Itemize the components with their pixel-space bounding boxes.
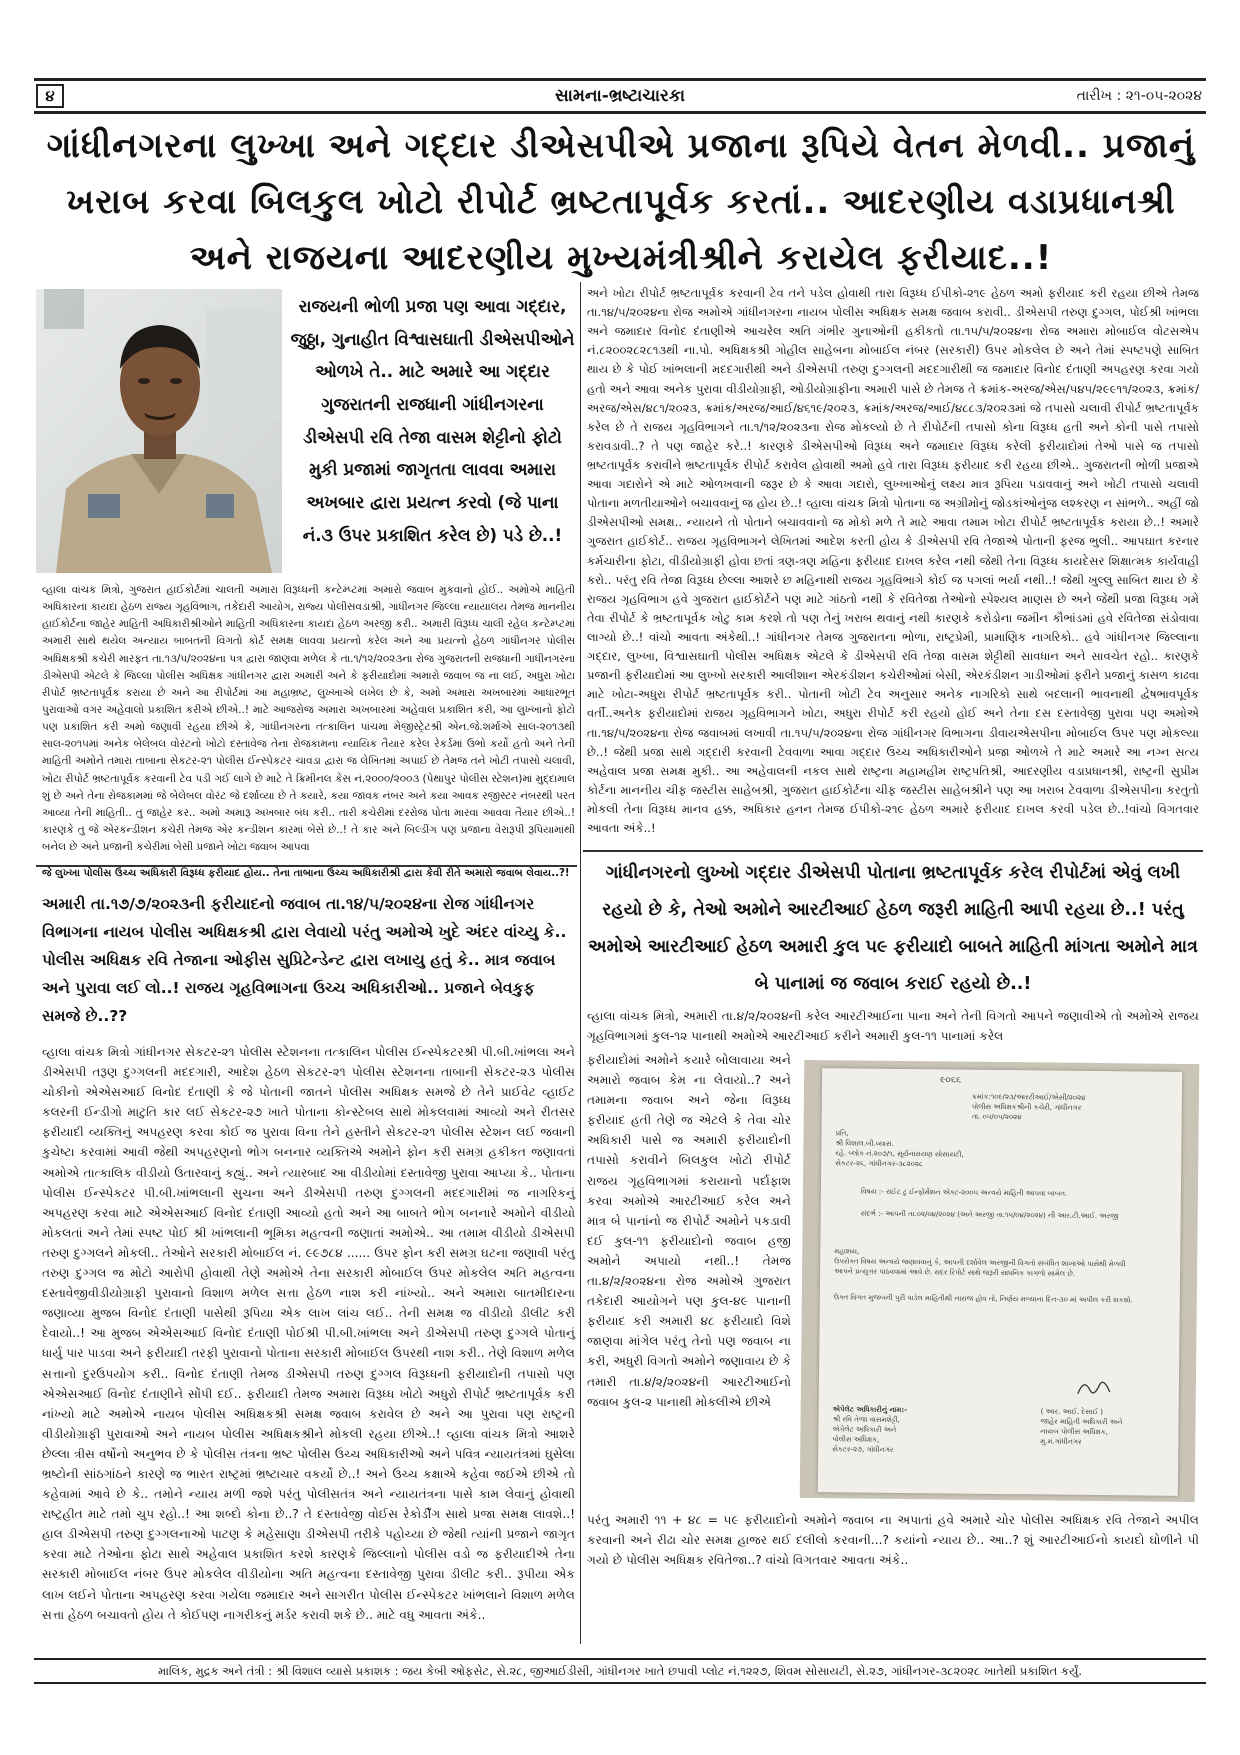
- headline-line-3: અને રાજયના આદરણીય મુખ્યમંત્રીશ્રીને કરાયેલ ફરીયાદ..!: [189, 238, 1053, 278]
- appellate-line: એપેલેટ અધિકારી અને: [832, 1425, 897, 1434]
- officer-photo: [36, 289, 282, 573]
- letter-body-line: આપને પ્રત્યુત્તર પાઠવવામાં આવે છે. સદર રિપોર્ટ સાથે જરૂરી સાધનિક કાગળો સામેલ છે.: [834, 1267, 1076, 1278]
- letter-body-line: ઉક્ત વિગત મુજબની પુરી પાડેલ માહિતીથી નારાજ હોવ તો, નિર્ણય મળ્યાના દિન-૩૦ માં અપીલ કરી શકશો.: [833, 1293, 1133, 1305]
- letter-header: [972, 1092, 1172, 1124]
- recipient-line: પ્રતિ,: [835, 1129, 849, 1138]
- publication-name: સામના-ભ્રષ્ટાચારકા: [555, 86, 685, 106]
- sub-heading-big: અમારી તા.૧૭/૭/૨૦૨૩ની ફરીયાદનો જવાબ તા.૧૪/૫/૨૦૨૪ના રોજ ગાંધીનગર વિભાગના નાયબ પોલીસ અધિક્ષકશ્રી દ્વારા લેવાયો પરંતુ અમોએ ખુદે અંદર વાંચ્યુ કે.. પોલીસ અધિક્ષક રવિ તેજાના ઓફીસ સુપ્રિટેન્ડેન્ટ દ્વારા લખાયુ હતું કે.. માત્ર જવાબ અને પુરાવા લઈ લો..! રાજય ગૃહવિભાગના ઉચ્ચ અધિકારીઓ.. પ્રજાને બેવકુફ સમજે છે..??: [42, 895, 567, 1025]
- column-divider: [580, 282, 581, 1644]
- officer-line: મુ.મ.ગાંધીનગર: [1040, 1437, 1082, 1446]
- letter-recipient: [835, 1128, 1035, 1170]
- letter-date: તા. ૦૫/૦૫/૨૦૨૪: [971, 1112, 1022, 1122]
- letter-body: [834, 1246, 1165, 1305]
- letter-reference: સંદર્ભ :- આપની તા.૦૨/૦૪/૨૦૨૪ (અને અરજી તા.૧૫/૦૪/૨૦૨૪) ની આર.ટી.આઈ. અરજી: [860, 1209, 1119, 1221]
- appellate-label: એપેલેટ અધિકારીનું નામ:-: [832, 1405, 908, 1415]
- rti-conclusion: પરંતુ અમારી ૧૧ + ૪૮ = ૫૯ ફરીયાદોનો અમોને જવાબ ના અપાતાં હવે અમારે ચોર પોલીસ અધિક્ષક રવિ તેજાને અપીલ કરવાની અને રીઢા ચોર સમક્ષ હાજર થઈ દલીલો કરવાની...? કયાંનો ન્યાય છે.. આ..? શું આરટીઆઈનો કાયદો ઘોળીને પી ગયો છે પોલીસ અધિક્ષક રવિતેજા..? વાંચો વિગતવાર આવતા અંકે..: [587, 1513, 1199, 1568]
- sub-heading-small: જે લુખ્ખા પોલીસ ઉચ્ચ અધિકારી વિરૂધ્ધ ફરીયાદ હોય.. તેના તાબાના ઉચ્ચ અધિકારીશ્રી દ્વારા કેવી રીતે અમારો જવાબ લેવાય..?!: [42, 868, 570, 879]
- page-number: ૪: [36, 84, 64, 108]
- signature-mark: [1074, 1376, 1114, 1400]
- rti-reply-letter: [818, 1068, 1182, 1496]
- rti-narrow-column: ફરીયાદોમાં અમોને કયારે બોલાવાયા અને અમારો જવાબ કેમ ના લેવાયો..? અને તમામના જવાબ અને જેના વિરૂધ્ધ ફરીયાદ હતી તેણે જ એટલે કે તેવા ચોર અધિકારી પાસે જ અમારી ફરીયાદોની તપાસો કરાવીને બિલકુલ ખોટો રીપોર્ટ રાજય ગૃહવિભાગમાં કરાયાનો પર્દાફાશ કરવા અમોએ આરટીઆઈ કરેલ અને માત્ર બે પાનાંનો જ રીપોર્ટ અમોને પકડાવી દઈ કુલ-૧૧ ફરીયાદોનો જવાબ હજી અમોને અપાયો નથી..! તેમજ તા.૪/૨/૨૦૨૪ના રોજ અમોએ ગુજરાત તકેદારી આયોગને પણ કુલ-૪૯ પાનાની ફરીયાદ કરી અમારી ૪૮ ફરીયાદો વિશે જાણવા માંગેલ પરંતુ તેનો પણ જવાબ ના કરી, અધુરી વિગતો અમોને જણાવાય છે કે તમારી તા.૪/૨/૨૦૨૪ની આરટીઆઈનો જવાબ કુલ-૨ પાનાથી મોકલીએ છીએ: [587, 1053, 791, 1409]
- stamp-mark: ૯૦૬૬: [940, 1075, 961, 1086]
- article-column-1-part-2: વ્હાલા વાંચક મિત્રો ગાંધીનગર સેકટર-૨૧ પોલીસ સ્ટેશનના તત્કાલિન પોલીસ ઈન્સ્પેકટરશ્રી પી.બી.ખાંભલા અને ડીએસપી તરૂણ દુગ્ગલની મદદગારી, આદેશ હેઠળ સેકટર-૨૧ પોલીસ સ્ટેશનના તાબાની સેકટર-૨૩ પોલીસ ચોકીનો એએસઆઈ વિનોદ દંતાણી કે જે પોતાની જાતને પોલીસ અધિક્ષક સમજે છે તેને પ્રાઈવેટ વ્હાઈટ કલરની ઈન્ડીગો માટુતિ કાર લઈ સેકટર-૨૭ ખાતે પોતાના કોન્સ્ટેબલ સાથે મોકલવામાં આવ્યો અને રીતસર ફરીયાદી વ્યક્તિનું અપહરણ કરવા કોઈ જ પુરાવા વિના તેને હસ્તીને સેકટર-૨૧ પોલીસ સ્ટેશન લઈ જવાની કુચેષ્ટા કરવામાં આવી જેથી અપહરણનો ભોગ બનનાર વ્યક્તિએ અમોને ફોન કરી સમગ્ર હકીકત જણાવતાં અમોએ તાત્કાલિક વીડીયો ઉતારવાનું કહ્યું.. અને ત્યારબાદ આ વીડીયોમાં દસ્તાવેજી પુરાવા આપ્યા કે.. પોતાના પોલીસ ઈન્સ્પેકટર પી.બી.ખાંભલાની સુચના અને ડીએસપી તરુણ દુગ્ગલની મદદગારીમાં જ નાગરિકનું અપહરણ કરવા માટે એએસઆઈ વિનોદ દંતાણી આવ્યો હતો અને આ બાબતે ભોગ બનનારે અમોને વીડીયો મોકલતાં અને તેમાં સ્પષ્ટ પોઈ શ્રી ખાંભલાની ભૂમિકા મહત્વની જણાતાં અમોએ.. આ તમામ વીડીયો ડીએસપી તરુણ દુગ્ગલને મોકલી.. તેઓને સરકારી મોબાઈલ નં. ૯૯૭૮૪ ...... ઉપર ફોન કરી સમગ્ર ઘટના જણાવી પરંતુ તરુણ દુગ્ગલ જ મોટો આરોપી હોવાથી તેણે અમોએ તેના સરકારી મોબાઈલ ઉપર મોકલેલ અતિ મહત્વના દસ્તાવેજીવીડીયોગ્રાફી પુરાવાનો વિશાળ મળેલ સત્તા હેઠળ નાશ કરી નાંખ્યો.. અને અમારા બાતમીદારના જણાવ્યા મુજબ વિનોદ દંતાણી પાસેથી રૂપિયા એક લાખ લાંચ લઈ.. તેની સમક્ષ જ વીડીયો ડીલીટ કરી દેવાયો..! આ મુજબ એએસઆઈ વિનોદ દંતાણી પોઈશ્રી પી.બી.ખાંભલા અને ડીએસપી તરુણ દુગ્ગલે પોતાનું ધાર્યુ પાર પાડવા અને ફરીયાદી તરફી પુરાવાનો પોતાના સરકારી મોબાઈલ ઉપરથી નાશ કરી.. તેણે વિશાળ મળેલ સત્તાનો દુરઉપયોગ કરી.. વિનોદ દંતાણી તેમજ ડીએસપી તરુણ દુગ્ગલ વિરૂધ્ધની ફરીયાદોની તપાસો પણ એએસઆઈ વિનોદ દંતાણીને સોંપી દઈ.. ફરીયાદી તેમજ અમારા વિરૂધ્ધ ખોટો અધુરો રીપોર્ટ ભ્રષ્ટતાપૂર્વક કરી નાંખ્યો માટે અમોએ નાયબ પોલીસ અધિક્ષકશ્રી સમક્ષ જવાબ કરાવેલ છે અને આ પુરાવા પણ રાષ્ટ્રની વીડીયોગ્રાફી પુરાવાઓ અને નાયબ પોલીસ અધિક્ષકશ્રીને મોકલી રહયા છીએ..! વ્હાલા વાંચક મિત્રો આશરે છેલ્લા ત્રીસ વર્ષોનો અનુભવ છે કે પોલીસ તંત્રના ભ્રષ્ટ પોલીસ ઉચ્ચ અધિકારીઓ અને પવિત્ર ન્યાયતંત્રમાં ઘુસેલા ભ્રષ્ટોની સાંઠગાંઠને કારણે જ ભારત રાષ્ટ્રમાં ભ્રષ્ટાચાર વકર્યો છે..! અને ઉચ્ચ કક્ષાએ કહેવા જઈએ છીએ તો કહેવામાં આવે છે કે.. તમોને ન્યાય મળી જશે પરંતુ પોલીસતંત્ર અને ન્યાયતંત્રના પાસે કામ લેવાનું હોવાથી રાષ્ટ્રહીત માટે તમો ચુપ રહો..! આ શબ્દો કોના છે..? તે દસ્તાવેજી વોઈસ રેકોર્ડીંગ સાથે પ્રજા સમક્ષ લાવશે..! હાલ ડીએસપી તરુણ દુગ્ગલનાઓ પાટણ કે મહેસાણા ડીએસપી તરીકે પહોચ્યા છે જેથી ત્યાંની પ્રજાને જાગૃત કરવા માટે તેઓના ફોટા સાથે અહેવાલ પ્રકાશિત કરશે કારણકે જિલ્લાનો પોલીસ વડો જ ફરીયાદીએ તેના સરકારી મોબાઈલ નંબર ઉપર મોકલેલ વીડીયોના અતિ મહત્વના દસ્તાવેજી પુરાવા ડીલીટ કરી.. રૂપીયા એક લાખ લઈને પોતાના અપહરણ કરવા ગયેલા જમાદાર અને સાગરીત પોલીસ ઈન્સ્પેકટર ખાંભલાને વિશાળ મળેલ સત્તા હેઠળ બચાવતો હોય તે કોઈપણ નાગરીકનું મર્ડર કરાવી શકે છે.. માટે વધુ આવતા અંકે..: [42, 1045, 575, 1622]
- section-divider-right: [583, 850, 1203, 852]
- recipient-line: રહે. બ્લોક નં.૨૦૭/૧, સૂર્યનારાયણ સોસાયટી,: [835, 1149, 964, 1159]
- letter-body-line: ઉપરોક્ત વિષય અન્વયે જણાવવાનું કે, આપની દર્શાવેલ અરજીની વિગતો સંબંધિત શાખાઓ પાસેથી મેળવી: [834, 1257, 1126, 1269]
- letter-subject: વિષય :- રાઈટ ટુ ઈન્ફોર્મેશન એક્ટ-૨૦૦૫ અન્વયે માહિતી આપવા બાબત.: [860, 1187, 1068, 1198]
- headline-line-1: ગાંધીનગરના લુખ્ખા અને ગદ્દાર ડીએસપીએ પ્રજાના રૂપિયે વેતન મેળવી.. પ્રજાનું: [46, 126, 1196, 166]
- letter-body-line: મહાશય,: [834, 1247, 860, 1256]
- imprint-footer: માલિક, મુદ્રક અને તંત્રી : શ્રી વિશાલ વ્યાસે પ્રકાશક : જય કેબી ઓફસેટ, સે.૨૮, જીઆઈડીસી, ગાંધીનગર ખાતે છપાવી પ્લોટ નં.૧૨૨૭, શિવમ સોસાયટી, સે.૨૭, ગાંધીનગર-૩૮૨૦૨૮ ખાતેથી પ્રકાશિત કર્યું.: [34, 1658, 1206, 1684]
- letter-office: પોલીસ અધિક્ષકશ્રીની કચેરી, ગાંધીનગર: [971, 1102, 1082, 1112]
- recipient-line: શ્રી વિશાલ.બી.વ્યાસ.: [835, 1139, 894, 1148]
- issue-date: તારીખ : ૨૧-૦૫-૨૦૨૪: [1076, 88, 1202, 104]
- main-headline: [36, 118, 1206, 286]
- rti-intro: વ્હાલા વાંચક મિત્રો, અમારી તા.૪/૨/૨૦૨૪ની કરેલ આરટીઆઈના પાના અને તેની વિગતો આપને જણાવીએ તો અમોએ રાજય ગૃહવિભાગમાં કુલ-૧૨ પાનાથી અમોએ આરટીઆઈ કરીને અમારી કુલ-૧૧ પાનામાં કરેલ: [587, 1009, 1199, 1044]
- officer-line: જાહેર માહિતી અધિકારી અને: [1040, 1417, 1123, 1427]
- appellate-line: સેકટર-૨૭, ગાંધીનગર: [832, 1445, 894, 1454]
- rti-heading: ગાંધીનગરનો લુખ્ખો ગદ્દાર ડીએસપી પોતાના ભ્રષ્ટતાપૂર્વક કરેલ રીપોર્ટમાં એવું લખી રહયો છે કે, તેઓ અમોને આરટીઆઈ હેઠળ જરૂરી માહિતી આપી રહયા છે..! પરંતુ અમોએ આરટીઆઈ હેઠળ અમારી કુલ ૫૯ ફરીયાદો બાબતે માહિતી માંગતા અમોને માત્ર બે પાનામાં જ જવાબ કરાઈ રહયો છે..!: [588, 863, 1198, 994]
- issuing-officer-block: [1040, 1406, 1170, 1447]
- letter-number: ક્રમાંક:૧૦૯/૨૩/આરટીઆઈ/એસી/૨૦૨૪: [971, 1092, 1086, 1102]
- section-divider: [36, 865, 577, 867]
- appellate-line: પોલીસ અધિક્ષક,: [832, 1435, 880, 1444]
- article-column-2: અને ખોટા રીપોર્ટ ભ્રષ્ટતાપૂર્વક કરવાની ટેવ તને પડેલ હોવાથી તારા વિરૂધ્ધ ઈપીકો-૨૧૯ હેઠળ અમો ફરીયાદ કરી રહયા છીએ તેમજ તા.૧૪/૫/૨૦૨૪ના રોજ અમોએ ગાંધીનગરના નાયબ પોલીસ અધિક્ષક સમક્ષ જવાબ કરાવી.. ડીએસપી તરુણ દુગ્ગલ, પોઈશ્રી ખાંભલા અને જમાદાર વિનોદ દંતાણીએ આચરેલ અતિ ગંભીર ગુનાઓની હકીકતો તા.૧૫/૫/૨૦૨૪ના રોજ અમારા મોબાઈલ વોટસએપ નં.૮૨૦૦૨૮૨૮૧૩થી ના.પો. અધિક્ષકશ્રી ગોહીલ સાહેબના મોબાઈલ નંબર (સરકારી) ઉપર મોકલેલ છે અને તેમાં સ્પષ્ટપણે સાબિત થાય છે કે પોઈ ખાંભલાની મદદગારીથી અને ડીએસપી તરુણ દુગ્ગલની મદદગારીથી જ જમાદાર વિનોદ દંતાણી અપહરણ કરવા ગયો હતો અને આવા અનેક પુરાવા વીડીયોગ્રાફી, ઓડીયોગ્રાફીના અમારી પાસે છે તેમજ તે ક્રમાંક-અરજ/એસ/૫૪૫/૨૯૯૧૧/૨૦૨૩, ક્રમાંક/અરજ/એસ/૪૮૧/૨૦૨૩, ક્રમાંક/અરજ/આઈ/૪૬૧૯/૨૦૨૩, ક્રમાંક/અરજ/આઈ/૪૮૮૩/૨૦૨૩માં જે તપાસો ચલાવી રીપોર્ટ ભ્રષ્ટતાપૂર્વક કરેલ છે તે રાજય ગૃહવિભાગને તા.૧/૧૨/૨૦૨૩ના રોજ મોકલ્યો છે તે રીપોર્ટની તપાસો કોના વિરૂધ્ધ હતી અને કોની પાસે તપાસો કરાવડાવી..? તે પણ જાહેર કરે..! કારણકે ડીએસપીઓ વિરૂધ્ધ અને જમાદાર વિરૂધ્ધ કરેલી ફરીયાદોમાં તેઓ પાસે જ તપાસો ભ્રષ્ટતાપૂર્વક કરાવીને ભ્રષ્ટતાપૂર્વક રીપોર્ટ કરાવેલ હોવાથી અમો હવે તારા વિરૂધ્ધ ફરીયાદ કરી રહયા છીએ.. ગુજરાતની ભોળી પ્રજાએ આવા ગદારોને એ માટે ઓળખવાની જરૂર છે કે આવા ગદારો, લુખ્ખાઓનું લક્ષ્ય માત્ર રૂપિયા પડાવવાનું અને ખોટી તપાસો ચલાવી પોતાના મળતીયાઓને બચાવવાનું જ હોય છે..! વ્હાલા વાંચક મિત્રો પોતાના જ અગ્રીમોનું જોડકાંઓનુંજ લશ્કરણ ન સાંભળે.. અહીં જો ડીએસપીઓ સમક્ષ.. ન્યાયને તો પોતાને બચાવવાનો જ મોકો મળે તે માટે આવા તમામ ખોટા રીપોર્ટ ભ્રષ્ટતાપૂર્વક કરાયા છે..! અમારે ગુજરાત હાઈકોર્ટ.. રાજય ગૃહવિભાગને લેખિતમાં આદેશ કરતી હોય કે ડીએસપી રવિ તેજાએ પોતાની ફરજ ભુલી.. આપઘાત કરનાર કર્મચારીના ફોટા, વીડીયોગ્રાફી હોવા છતાં ત્રણ-ત્રણ મહિના ફરીયાદ દાખલ કરેલ નથી જેથી તેના વિરૂધ્ધ કાયદેસર શિક્ષાત્મક કાર્યવાહી કરો.. પરંતુ રવિ તેજા વિરૂધ્ધ છેલ્લા આશરે છ મહિનાથી રાજય ગૃહવિભાગે કોઈ જ પગલાં ભર્યા નથી..! જેથી ખુલ્લુ સાબિત થાય છે કે રાજય ગૃહવિભાગ હવે ગુજરાત હાઈકોર્ટને પણ માટે ગાંઠતો નથી કે રવિતેજા તેઓનો સ્પેશ્યલ માણસ છે અને જેથી પ્રજા વિરૂધ્ધ ગમે તેવા રીપોર્ટ કે ભ્રષ્ટતાપૂર્વક ખોટુ કામ કરશે તો પણ તેનું ખરાબ થવાનું નથી કારણકે કરોડોના જમીન કૌભાંડમાં હવે રવિતેજા સંડોવાવા લાગ્યો છે..! વાંચો આવતા અંકેથી..! ગાંધીનગર તેમજ ગુજરાતના ભોળા, રાષ્ટ્રપ્રેમી, પ્રામાણિક નાગરિકો.. હવે ગાંધીનગર જિલ્લાના ગદ્દાર, લુખ્ખા, વિશ્વાસઘાતી પોલીસ અધિક્ષક એટલે કે ડીએસપી રવિ તેજા વાસમ શેટ્ટીથી સાવધાન અને સાવચેત રહો.. કારણકે પ્રજાની ફરીયાદોમાં આ લુખ્ખો સરકારી આલીશાન એરકંડીશન કચેરીઓમાં બેસી, એરકંડીશન ગાડીઓમાં ફરીને પ્રજાનું કાસળ કાઢવા માટે ખોટા-અધુરા રીપોર્ટ ભ્રષ્ટતાપૂર્વક કરી.. પોતાની ખોટી ટેવ અનુસાર અનેક નાગરિકો સાથે બદલાની ભાવનાથી દ્વેષભાવપૂર્વક વર્તી..અનેક ફરીયાદોમાં રાજય ગૃહવિભાગને ખોટા, અધુરા રીપોર્ટ કરી રહયો હોઈ અને તેના દસ દસ્તાવેજી પુરાવા પણ અમોએ તા.૧૪/૫/૨૦૨૪ના રોજ જવાબમાં લખાવી તા.૧૫/૫/૨૦૨૪ના રોજ ગાંધીનગર વિભાગના ડીવાયએસપીના મોબાઈલ ઉપર પણ મોકલ્યા છે..! જેથી પ્રજા સાથે ગદ્દારી કરવાની ટેવવાળા આવા ગદ્દાર ઉચ્ચ અધિકારીઓને પ્રજા ઓળખે તે માટે અમારે આ નગ્ન સત્ય અહેવાલ પ્રજા સમક્ષ મુકી.. આ અહેવાલની નકલ સાથે રાષ્ટ્રના મહામહીમ રાષ્ટ્રપતિશ્રી, આદરણીય વડાપ્રધાનશ્રી, રાષ્ટ્રની સુપ્રીમ કોર્ટના માનનીય ચીફ જસ્ટીસ સાહેબશ્રી, ગુજરાત હાઈકોર્ટના ચીફ જસ્ટીસ સાહેબશ્રીને પણ આ ખરાબ ટેવવાળા ડીએસપીના કરતુતો મોકલી તેના વિરૂધ્ધ માનવ હક્ક, અધિકાર હનન તેમજ ઈપીકો-૨૧૯ હેઠળ અમારે ફરીયાદ દાખલ કરવી પડેલ છે..!વાંચો વિગતવાર આવતા અંકે..!: [587, 286, 1200, 836]
- article-column-1: વ્હાલા વાંચક મિત્રો, ગુજરાત હાઈકોર્ટમાં ચાલતી અમારા વિરૂધ્ધની કન્ટેમ્પ્ટમાં અમારો જવાબ મુકવાનો હોઈ.. અમોએ માહિતી અધિકારના કાયદા હેઠળ રાજ્ય ગૃહવિભાગ, તકેદારી આયોગ, રાજ્ય પોલીસવડાશ્રી, ગાંધીનગર જિલ્લા ન્યાયાલય તેમજ માનનીય હાઈકોર્ટના જાહેર માહિતી અધિકારીશ્રીઓને માહિતી અધિકારના કાયદા હેઠળ અરજી કરી.. અમારી વિરૂધ્ધ ચાલી રહેલ કન્ટેમ્પ્ટમાં અમારી સાથે થયેલ અન્યાય બાબતની વિગતો કોર્ટ સમક્ષ લાવવા પ્રયત્નો કરેલ અને આ પ્રયત્નો હેઠળ ગાંધીનગર પોલીસ અધિક્ષકશ્રી કચેરી મારફત તા.૧૩/૫/૨૦૨૪ના પત્ર દ્વારા જાણવા મળેલ કે તા.૧/૧૨/૨૦૨૩ના રોજ ગુજરાતની રાજધાની ગાંધીનગરના ડીએસપી એટલે કે જિલ્લા પોલીસ અધિક્ષક ગાંધીનગર દ્વારા અમારી અને કે ફરીયાદોમાં અમારો જવાબ જ ના લઈ, અધુરા ખોટા રીપોર્ટ ભ્રષ્ટતાપૂર્વક કરાયા છે અને આ રીપોર્ટમાં આ મહાભ્રષ્ટ, લુખ્ખાએ લખેલ છે કે, અમો અમારા અખબારમાં આધારભૂત પુરાવાઓ વગર અહેવાલો પ્રકાશિત કરીએ છીએ..! માટે આજરોજ અમારા અખબારમાં અહેવાલ પ્રકાશિત કરી, આ લુખ્ખાનો ફોટો પણ પ્રકાશિત કરી અમો જણાવી રહયા છીએ કે, ગાંધીનગરના તત્કાલિન પાંચમા મેજીસ્ટ્રેટશ્રી એન.જે.શર્માએ સાલ-૨૦૧૩થી સાલ-૨૦૧૫માં અનેક બેલેબલ વોરંટનો ખોટો દસ્તાવેજ તેના રોજકામના ન્યાયિક તૈયાર કરેલ રેકર્ડમાં ઉભો કર્યો હતો અને તેની માહિતી અમોને તમારા તાબાના સેકટર-૨૧ પોલીસ ઈન્સ્પેકટર ચાવડા દ્વારા જ લેખિતમાં અપાઈ છે તેમજ તને ખોટી તપાસો ચલાવી, ખોટા રીપોર્ટ ભ્રષ્ટતાપૂર્વક કરવાની ટેવ પડી ગઈ લાગે છે માટે તે ક્રિમીનલ કેસ નં.૨૦૦૦/૨૦૦૩ (પેથાપુર પોલીસ સ્ટેશન)માં મુદ્દામાલ શું છે અને તેના રોજકામમાં જે બેલેબલ વોરંટ જે દર્શાવ્યા છે તે કયારે, કયા જાવક નંબર અને કયા આવક રજીસ્ટર નંબરથી પરત આવ્યા તેની માહિતી.. તુ જાહેર કર.. અમો અમારૂ અખબાર બંધ કરી.. તારી કચેરીમાં દરરોજ પોતા મારવા આવવા તૈયાર છીએ..! કારણકે તુ જે એરકન્ડીશન કચેરી તેમજ એર કન્ડીશન કારમાં બેસે છે..! તે કાર અને બિલ્ડીંગ પણ પ્રજાના વેરારૂપી રૂપિયામાંથી બનેલ છે અને પ્રજાની કચેરીમાં બેસી પ્રજાને ખોટા જવાબ આપવા: [42, 584, 575, 854]
- headline-line-2: ખરાબ કરવા બિલકુલ ખોટો રીપોર્ટ ભ્રષ્ટતાપૂર્વક કરતાં.. આદરણીય વડાપ્રધાનશ્રી: [66, 182, 1176, 222]
- appellate-line: શ્રી રવિ તેજા વાસમશેટ્ટી,: [832, 1415, 900, 1424]
- recipient-line: સેકટર-૨૬, ગાંધીનગર-૩૮૨૦૨૮: [835, 1159, 923, 1169]
- intro-callout: રાજયની ભોળી પ્રજા પણ આવા ગદ્દાર, જુઠ્ઠા, ગુનાહીત વિશ્વાસઘાતી ડીએસપીઓને ઓળખે તે.. માટે અમારે આ ગદ્દાર ગુજરાતની રાજધાની ગાંધીનગરના ડીએસપી રવિ તેજા વાસમ શેટ્ટીનો ફોટો મુકી પ્રજામાં જાગૃતતા લાવવા અમારા અખબાર દ્વારા પ્રયત્ન કરવો (જે પાના નં.૩ ઉપર પ્રકાશિત કરેલ છે) પડે છે..!: [290, 296, 575, 545]
- appellate-officer-block: [832, 1404, 993, 1456]
- masthead: [34, 78, 1206, 114]
- officer-line: નાયબ પોલીસ અધિક્ષક,: [1040, 1427, 1108, 1437]
- officer-name: ( આર. આઈ. દેસાઈ ): [1040, 1407, 1104, 1417]
- rti-reply-document-photo: [800, 1060, 1200, 1502]
